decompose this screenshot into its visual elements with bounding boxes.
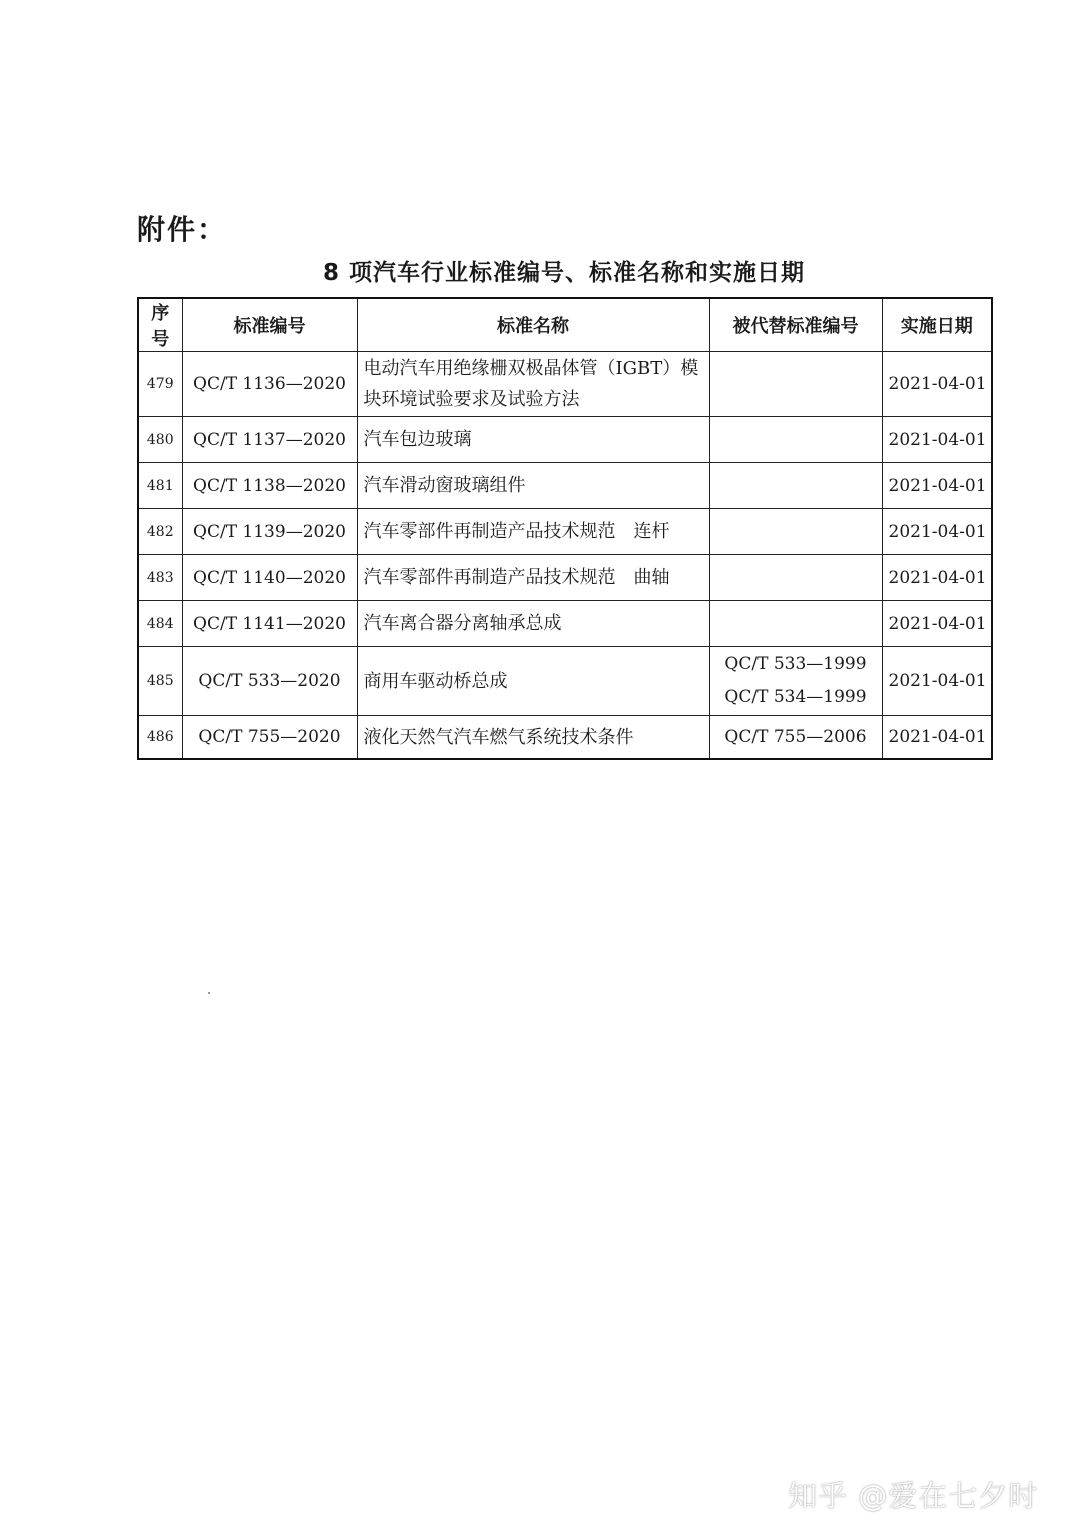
- row-date: 2021-04-01: [882, 555, 992, 601]
- row-replaced: [709, 647, 882, 716]
- row-code: QC/T 755—2020: [182, 716, 357, 760]
- row-name: 汽车离合器分离轴承总成: [357, 601, 709, 647]
- row-replaced-line: QC/T 533—1999: [724, 654, 867, 674]
- table-row: [138, 463, 992, 509]
- header-date: 实施日期: [882, 298, 992, 352]
- row-name: 液化天然气汽车燃气系统技术条件: [357, 716, 709, 760]
- header-name: 标准名称: [357, 298, 709, 352]
- row-name: 汽车零部件再制造产品技术规范 曲轴: [357, 555, 709, 601]
- row-seq: 479: [138, 352, 182, 417]
- row-code: QC/T 1137—2020: [182, 417, 357, 463]
- row-date: 2021-04-01: [882, 509, 992, 555]
- row-date: 2021-04-01: [882, 601, 992, 647]
- row-date: 2021-04-01: [882, 417, 992, 463]
- row-code: QC/T 1138—2020: [182, 463, 357, 509]
- row-code: QC/T 1136—2020: [182, 352, 357, 417]
- row-seq: 483: [138, 555, 182, 601]
- header-replaced: 被代替标准编号: [709, 298, 882, 352]
- row-replaced: [709, 417, 882, 463]
- row-date: 2021-04-01: [882, 352, 992, 417]
- row-date: 2021-04-01: [882, 647, 992, 716]
- scan-speck: [208, 992, 210, 994]
- header-code: 标准编号: [182, 298, 357, 352]
- row-seq: 486: [138, 716, 182, 760]
- attachment-label: 附件：: [137, 213, 228, 246]
- standards-table: [137, 297, 993, 760]
- row-date: 2021-04-01: [882, 716, 992, 760]
- table-row: [138, 509, 992, 555]
- row-replaced-line: QC/T 755—2006: [724, 726, 867, 747]
- row-code: QC/T 1141—2020: [182, 601, 357, 647]
- watermark: 知乎 @爱在七夕时: [788, 1479, 1039, 1513]
- row-replaced: [709, 509, 882, 555]
- document-title: 8 项汽车行业标准编号、标准名称和实施日期: [322, 260, 805, 286]
- row-code: QC/T 1139—2020: [182, 509, 357, 555]
- table-row: [138, 555, 992, 601]
- row-name: 商用车驱动桥总成: [357, 647, 709, 716]
- row-replaced: [709, 555, 882, 601]
- row-replaced: [709, 601, 882, 647]
- header-seq: 序号: [138, 298, 182, 352]
- table-row: [138, 417, 992, 463]
- row-replaced: [709, 352, 882, 417]
- row-seq: 485: [138, 647, 182, 716]
- row-name: 汽车包边玻璃: [357, 417, 709, 463]
- table-row: [138, 647, 992, 716]
- row-name: 汽车零部件再制造产品技术规范 连杆: [357, 509, 709, 555]
- table-row: [138, 716, 992, 760]
- row-seq: 481: [138, 463, 182, 509]
- row-code: QC/T 1140—2020: [182, 555, 357, 601]
- row-name: 汽车滑动窗玻璃组件: [357, 463, 709, 509]
- table-header-row: [138, 298, 992, 352]
- row-replaced: [709, 463, 882, 509]
- row-seq: 480: [138, 417, 182, 463]
- row-replaced: [709, 716, 882, 760]
- row-date: 2021-04-01: [882, 463, 992, 509]
- row-code: QC/T 533—2020: [182, 647, 357, 716]
- table-row: [138, 352, 992, 417]
- row-seq: 484: [138, 601, 182, 647]
- table-row: [138, 601, 992, 647]
- row-replaced-line: QC/T 534—1999: [724, 687, 867, 707]
- row-seq: 482: [138, 509, 182, 555]
- row-name: 电动汽车用绝缘栅双极晶体管（IGBT）模块环境试验要求及试验方法: [357, 352, 709, 417]
